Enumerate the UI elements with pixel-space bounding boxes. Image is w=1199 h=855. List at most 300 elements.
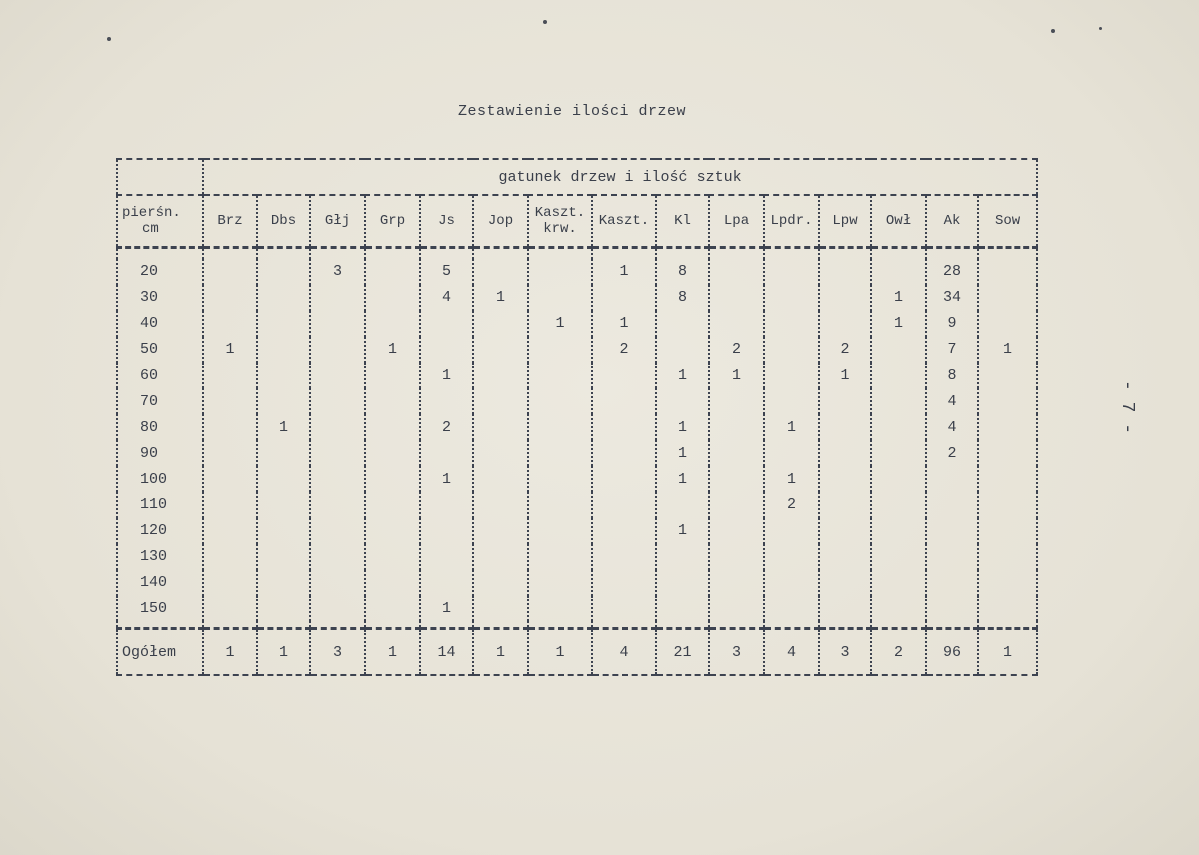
species-header: Kl: [656, 195, 709, 248]
count-cell: 1: [592, 259, 656, 285]
count-cell: 1: [365, 337, 420, 363]
diameter-unit: cm: [142, 221, 159, 237]
table-row: [117, 570, 1037, 596]
diameter-cell: 70: [117, 388, 203, 414]
count-cell: [365, 414, 420, 440]
count-cell: [528, 544, 592, 570]
total-cell: 4: [592, 629, 656, 676]
species-header: Ak: [926, 195, 978, 248]
count-cell: [926, 466, 978, 492]
count-cell: [819, 285, 871, 311]
count-cell: [203, 311, 257, 337]
count-cell: [257, 440, 310, 466]
total-cell: 1: [203, 629, 257, 676]
count-cell: 8: [656, 285, 709, 311]
spacer-cell: [592, 621, 656, 629]
count-cell: [819, 596, 871, 622]
count-cell: [203, 518, 257, 544]
count-cell: [365, 440, 420, 466]
count-cell: [592, 596, 656, 622]
species-header: Kaszt.: [592, 195, 656, 248]
count-cell: [709, 388, 764, 414]
count-cell: [592, 388, 656, 414]
count-cell: [310, 596, 365, 622]
group-header-blank: [117, 159, 203, 195]
count-cell: [310, 518, 365, 544]
count-cell: [473, 466, 528, 492]
count-cell: [473, 259, 528, 285]
count-cell: [656, 337, 709, 363]
count-cell: [257, 388, 310, 414]
count-cell: [420, 311, 473, 337]
count-cell: [257, 596, 310, 622]
count-cell: 1: [871, 311, 926, 337]
count-cell: 1: [764, 414, 819, 440]
count-cell: [310, 388, 365, 414]
count-cell: [709, 544, 764, 570]
count-cell: [871, 518, 926, 544]
spacer-cell: [871, 621, 926, 629]
count-cell: [310, 466, 365, 492]
count-cell: [365, 285, 420, 311]
count-cell: [592, 440, 656, 466]
spacer-cell: [203, 248, 257, 260]
spacer-cell: [978, 248, 1037, 260]
group-header: gatunek drzew i ilość sztuk: [203, 159, 1037, 195]
spacer-cell: [709, 621, 764, 629]
spacer-cell: [709, 248, 764, 260]
count-cell: [203, 466, 257, 492]
count-cell: [978, 285, 1037, 311]
count-cell: [926, 518, 978, 544]
count-cell: [365, 388, 420, 414]
count-cell: [257, 363, 310, 389]
diameter-cell: 20: [117, 259, 203, 285]
count-cell: [365, 570, 420, 596]
count-cell: 8: [656, 259, 709, 285]
diameter-header: [117, 195, 203, 248]
count-cell: [365, 363, 420, 389]
count-cell: [871, 466, 926, 492]
count-cell: [819, 414, 871, 440]
count-cell: [871, 388, 926, 414]
count-cell: [257, 492, 310, 518]
spacer-cell: [257, 248, 310, 260]
table-row: [117, 544, 1037, 570]
spacer-cell: [473, 248, 528, 260]
count-cell: 34: [926, 285, 978, 311]
count-cell: [310, 440, 365, 466]
total-cell: 3: [709, 629, 764, 676]
count-cell: [764, 337, 819, 363]
count-cell: [764, 259, 819, 285]
count-cell: [764, 388, 819, 414]
diameter-cell: 60: [117, 363, 203, 389]
spacer-cell: [420, 621, 473, 629]
count-cell: [528, 492, 592, 518]
count-cell: [978, 570, 1037, 596]
count-cell: [257, 285, 310, 311]
spacer-cell: [310, 621, 365, 629]
count-cell: [528, 363, 592, 389]
count-cell: [365, 518, 420, 544]
spacer-cell: [528, 248, 592, 260]
count-cell: [528, 414, 592, 440]
count-cell: [592, 363, 656, 389]
count-cell: [819, 570, 871, 596]
species-header: Lpa: [709, 195, 764, 248]
count-cell: [656, 492, 709, 518]
table-row: [117, 285, 1037, 311]
count-cell: [473, 363, 528, 389]
table-row: [117, 311, 1037, 337]
count-cell: 2: [592, 337, 656, 363]
count-cell: [257, 259, 310, 285]
count-cell: [656, 570, 709, 596]
total-cell: 1: [473, 629, 528, 676]
table-row: [117, 596, 1037, 622]
table-row: [117, 414, 1037, 440]
spacer-cell: [257, 621, 310, 629]
ink-speck: [107, 37, 111, 41]
count-cell: [365, 544, 420, 570]
spacer-cell: [871, 248, 926, 260]
count-cell: [473, 311, 528, 337]
count-cell: 1: [656, 518, 709, 544]
count-cell: [310, 544, 365, 570]
count-cell: [310, 285, 365, 311]
count-cell: 2: [420, 414, 473, 440]
total-cell: 14: [420, 629, 473, 676]
count-cell: [592, 285, 656, 311]
count-cell: [978, 259, 1037, 285]
count-cell: 1: [978, 337, 1037, 363]
total-cell: 96: [926, 629, 978, 676]
count-cell: [257, 570, 310, 596]
count-cell: 4: [926, 414, 978, 440]
document-title: Zestawienie ilości drzew: [458, 103, 687, 120]
count-cell: [926, 544, 978, 570]
count-cell: [310, 492, 365, 518]
column-header-row: [117, 195, 1037, 248]
count-cell: [709, 414, 764, 440]
count-cell: [709, 311, 764, 337]
count-cell: [473, 518, 528, 544]
count-cell: [978, 440, 1037, 466]
diameter-header-label: pierśn.: [122, 205, 181, 221]
count-cell: [819, 311, 871, 337]
count-cell: [656, 596, 709, 622]
count-cell: [871, 414, 926, 440]
count-cell: 1: [656, 414, 709, 440]
total-cell: 1: [528, 629, 592, 676]
count-cell: 2: [819, 337, 871, 363]
count-cell: 1: [473, 285, 528, 311]
total-cell: 2: [871, 629, 926, 676]
count-cell: [528, 518, 592, 544]
diameter-cell: 110: [117, 492, 203, 518]
table-row: [117, 259, 1037, 285]
count-cell: [978, 492, 1037, 518]
count-cell: [310, 363, 365, 389]
count-cell: [592, 466, 656, 492]
count-cell: [310, 311, 365, 337]
table-row: [117, 466, 1037, 492]
count-cell: [926, 570, 978, 596]
species-header: Dbs: [257, 195, 310, 248]
spacer-cell: [819, 248, 871, 260]
species-header: Grp: [365, 195, 420, 248]
count-cell: [978, 466, 1037, 492]
count-cell: [926, 492, 978, 518]
spacer-cell: [819, 621, 871, 629]
count-cell: [203, 544, 257, 570]
total-cell: 3: [819, 629, 871, 676]
count-cell: [365, 311, 420, 337]
count-cell: [819, 518, 871, 544]
diameter-cell: 130: [117, 544, 203, 570]
count-cell: 1: [528, 311, 592, 337]
count-cell: [203, 259, 257, 285]
count-cell: [420, 492, 473, 518]
count-cell: [528, 570, 592, 596]
count-cell: [978, 311, 1037, 337]
spacer-cell: [473, 621, 528, 629]
count-cell: [203, 388, 257, 414]
spacer-cell: [117, 621, 203, 629]
table-row: [117, 518, 1037, 544]
count-cell: [365, 596, 420, 622]
count-cell: [528, 596, 592, 622]
count-cell: [709, 492, 764, 518]
count-cell: [819, 466, 871, 492]
species-header: Brz: [203, 195, 257, 248]
spacer-cell: [764, 621, 819, 629]
count-cell: [473, 492, 528, 518]
total-cell: 1: [978, 629, 1037, 676]
count-cell: 1: [203, 337, 257, 363]
diameter-cell: 120: [117, 518, 203, 544]
group-header-row: [117, 159, 1037, 195]
count-cell: [764, 285, 819, 311]
count-cell: [764, 440, 819, 466]
count-cell: [592, 492, 656, 518]
count-cell: [819, 492, 871, 518]
count-cell: [420, 440, 473, 466]
count-cell: 1: [257, 414, 310, 440]
ink-speck: [1099, 27, 1102, 30]
spacer-cell: [926, 621, 978, 629]
total-row: [117, 629, 1037, 676]
count-cell: [592, 570, 656, 596]
count-cell: [420, 544, 473, 570]
spacer-cell: [926, 248, 978, 260]
count-cell: [764, 363, 819, 389]
table-row: [117, 337, 1037, 363]
count-cell: [257, 311, 310, 337]
diameter-cell: 140: [117, 570, 203, 596]
count-cell: [764, 518, 819, 544]
count-cell: [420, 518, 473, 544]
count-cell: [528, 337, 592, 363]
count-cell: [709, 518, 764, 544]
spacer-cell: [656, 248, 709, 260]
count-cell: [709, 285, 764, 311]
count-cell: [978, 388, 1037, 414]
count-cell: [203, 570, 257, 596]
count-cell: 8: [926, 363, 978, 389]
count-cell: [926, 596, 978, 622]
count-cell: [764, 544, 819, 570]
count-cell: [473, 570, 528, 596]
table-row: [117, 363, 1037, 389]
count-cell: [473, 388, 528, 414]
tree-count-table: [116, 158, 1038, 676]
spacer-cell: [203, 621, 257, 629]
count-cell: [592, 544, 656, 570]
count-cell: [203, 414, 257, 440]
count-cell: [764, 570, 819, 596]
count-cell: [871, 337, 926, 363]
spacer-cell: [592, 248, 656, 260]
spacer-row: [117, 248, 1037, 260]
count-cell: [203, 596, 257, 622]
count-cell: [656, 388, 709, 414]
count-cell: [257, 466, 310, 492]
count-cell: [592, 414, 656, 440]
spacer-cell: [420, 248, 473, 260]
count-cell: 3: [310, 259, 365, 285]
count-cell: 1: [656, 440, 709, 466]
total-label: Ogółem: [117, 629, 203, 676]
spacer-cell: [310, 248, 365, 260]
species-header: Jop: [473, 195, 528, 248]
count-cell: [420, 388, 473, 414]
count-cell: [473, 596, 528, 622]
ink-speck: [1051, 29, 1055, 33]
count-cell: 1: [819, 363, 871, 389]
count-cell: [203, 492, 257, 518]
count-cell: [473, 544, 528, 570]
table-row: [117, 440, 1037, 466]
spacer-cell: [764, 248, 819, 260]
count-cell: [978, 518, 1037, 544]
count-cell: [257, 544, 310, 570]
diameter-cell: 90: [117, 440, 203, 466]
count-cell: [365, 492, 420, 518]
count-cell: 9: [926, 311, 978, 337]
species-header: Kaszt. krw.: [528, 195, 592, 248]
total-cell: 21: [656, 629, 709, 676]
count-cell: [420, 570, 473, 596]
diameter-cell: 150: [117, 596, 203, 622]
count-cell: 2: [709, 337, 764, 363]
count-cell: [528, 388, 592, 414]
count-cell: 1: [420, 466, 473, 492]
diameter-cell: 100: [117, 466, 203, 492]
count-cell: [365, 259, 420, 285]
spacer-cell: [365, 621, 420, 629]
count-cell: 4: [420, 285, 473, 311]
diameter-cell: 30: [117, 285, 203, 311]
total-cell: 1: [365, 629, 420, 676]
count-cell: [871, 363, 926, 389]
count-cell: 1: [420, 596, 473, 622]
count-cell: [978, 414, 1037, 440]
count-cell: [871, 492, 926, 518]
count-cell: [709, 596, 764, 622]
count-cell: [365, 466, 420, 492]
count-cell: [473, 440, 528, 466]
ink-speck: [543, 20, 547, 24]
count-cell: [592, 518, 656, 544]
spacer-cell: [365, 248, 420, 260]
count-cell: [871, 259, 926, 285]
count-cell: [257, 337, 310, 363]
count-cell: [709, 570, 764, 596]
count-cell: [764, 311, 819, 337]
count-cell: [978, 596, 1037, 622]
count-cell: [709, 466, 764, 492]
diameter-cell: 80: [117, 414, 203, 440]
count-cell: 5: [420, 259, 473, 285]
count-cell: 1: [656, 363, 709, 389]
count-cell: [528, 285, 592, 311]
species-header: Js: [420, 195, 473, 248]
count-cell: 4: [926, 388, 978, 414]
total-cell: 4: [764, 629, 819, 676]
spacer-cell: [656, 621, 709, 629]
spacer-cell: [528, 621, 592, 629]
species-header: Lpw: [819, 195, 871, 248]
count-cell: [871, 544, 926, 570]
count-cell: [310, 337, 365, 363]
species-header: Owł: [871, 195, 926, 248]
count-cell: [819, 440, 871, 466]
count-cell: [310, 414, 365, 440]
count-cell: [257, 518, 310, 544]
count-cell: 1: [764, 466, 819, 492]
count-cell: 1: [709, 363, 764, 389]
table-row: [117, 492, 1037, 518]
count-cell: [709, 440, 764, 466]
count-cell: 1: [420, 363, 473, 389]
species-header: Lpdr.: [764, 195, 819, 248]
count-cell: [764, 596, 819, 622]
total-cell: 1: [257, 629, 310, 676]
count-cell: 1: [592, 311, 656, 337]
spacer-row: [117, 621, 1037, 629]
count-cell: [656, 544, 709, 570]
count-cell: 28: [926, 259, 978, 285]
count-cell: 1: [871, 285, 926, 311]
spacer-cell: [978, 621, 1037, 629]
species-header: Głj: [310, 195, 365, 248]
count-cell: [709, 259, 764, 285]
count-cell: 1: [656, 466, 709, 492]
count-cell: [528, 440, 592, 466]
count-cell: [819, 259, 871, 285]
table-row: [117, 388, 1037, 414]
count-cell: [528, 466, 592, 492]
count-cell: [420, 337, 473, 363]
count-cell: [473, 337, 528, 363]
species-header: Sow: [978, 195, 1037, 248]
count-cell: [819, 544, 871, 570]
count-cell: [203, 285, 257, 311]
count-cell: [871, 570, 926, 596]
diameter-cell: 40: [117, 311, 203, 337]
